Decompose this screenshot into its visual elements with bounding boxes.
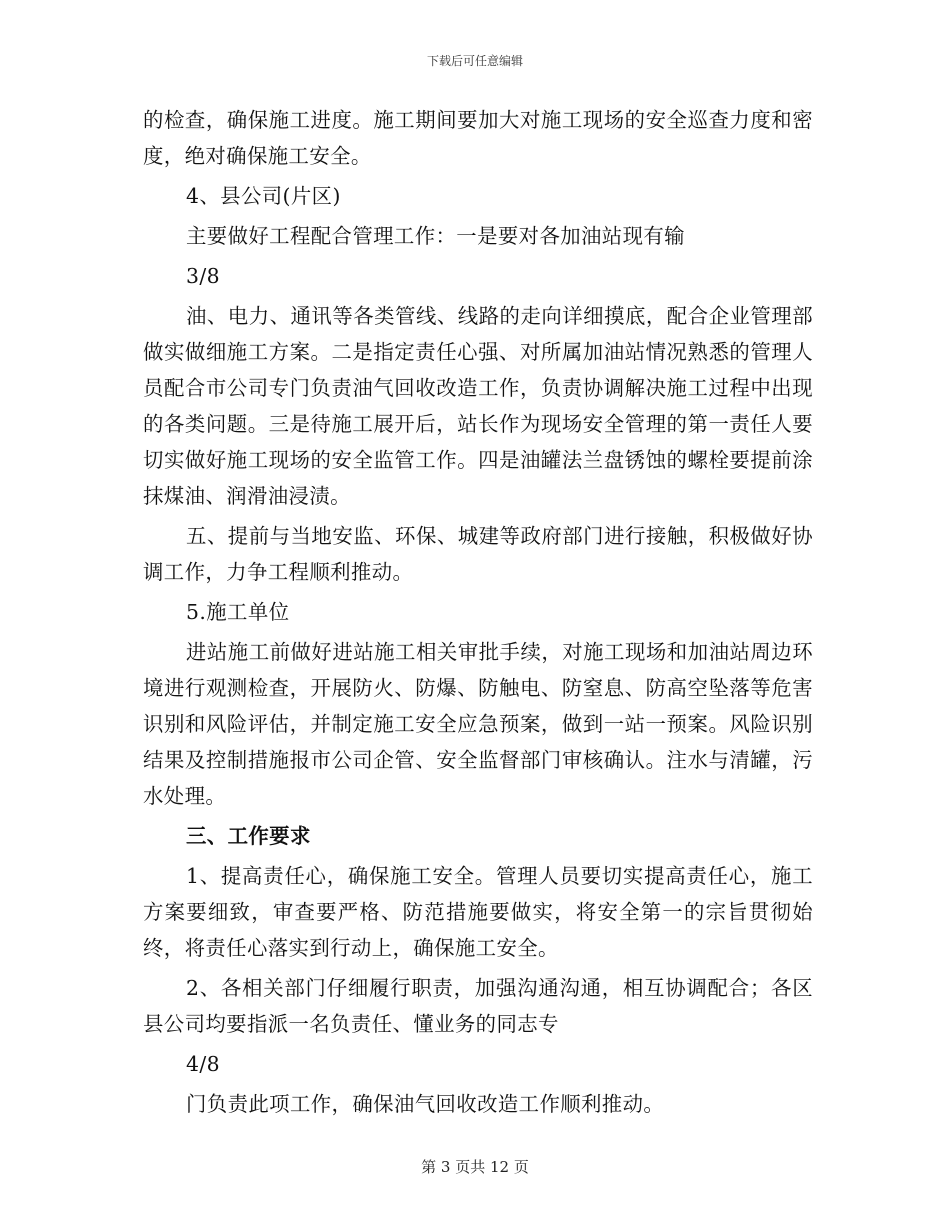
page-marker-4-of-8: 4/8 xyxy=(186,1052,221,1076)
paragraph-pipeline-survey: 油、电力、通讯等各类管线、线路的走向详细摸底，配合企业管理部做实做细施工方案。二是指定责任心强、对所属加油站情况熟悉的管理人员配合市公司专门负责油气回收改造工作，负责协调解决施工过程中出现的各类问题。三是待施工展开后，站长作为现场安全管理的第一责任人要切实做好施工现场的安全监管工作。四是油罐法兰盘锈蚀的螺栓要提前涂抹煤油、润滑油浸渍。 xyxy=(143,304,813,508)
page-header: 下载后可任意编辑 xyxy=(426,54,523,68)
paragraph-construction-approval: 进站施工前做好进站施工相关审批手续，对施工现场和加油站周边环境进行观测检查，开展防火、防爆、防触电、防窒息、防高空坠落等危害识别和风险评估，并制定施工安全应急预案，做到一站一预案。风险识别结果及控制措施报市公司企管、安全监督部门审核确认。注水与清罐，污水处理。 xyxy=(143,640,813,808)
heading-work-requirements: 三、工作要求 xyxy=(186,824,311,848)
document-body xyxy=(143,102,813,1122)
heading-construction-unit: 5.施工单位 xyxy=(186,600,290,624)
page-marker-3-of-8: 3/8 xyxy=(186,264,221,288)
paragraph-responsibility: 1、提高责任心，确保施工安全。管理人员要切实提高责任心，施工方案要细致，审查要严格、防范措施要做实，将安全第一的宗旨贯彻始终，将责任心落实到行动上，确保施工安全。 xyxy=(143,864,813,960)
paragraph-department-duties: 2、各相关部门仔细履行职责，加强沟通沟通，相互协调配合；各区县公司均要指派一名负责任、懂业务的同志专 xyxy=(143,976,813,1036)
page-footer: 第 3 页共 12 页 xyxy=(421,1158,529,1176)
paragraph-government-liaison: 五、提前与当地安监、环保、城建等政府部门进行接触，积极做好协调工作，力争工程顺利推动。 xyxy=(143,524,813,584)
paragraph-dedicated-staff: 门负责此项工作，确保油气回收改造工作顺利推动。 xyxy=(186,1092,665,1116)
heading-county-company: 4、县公司(片区) xyxy=(186,184,341,208)
paragraph-coordination-intro: 主要做好工程配合管理工作：一是要对各加油站现有输 xyxy=(186,224,685,248)
paragraph-inspection-continued: 的检查，确保施工进度。施工期间要加大对施工现场的安全巡查力度和密度，绝对确保施工安全。 xyxy=(143,108,813,168)
